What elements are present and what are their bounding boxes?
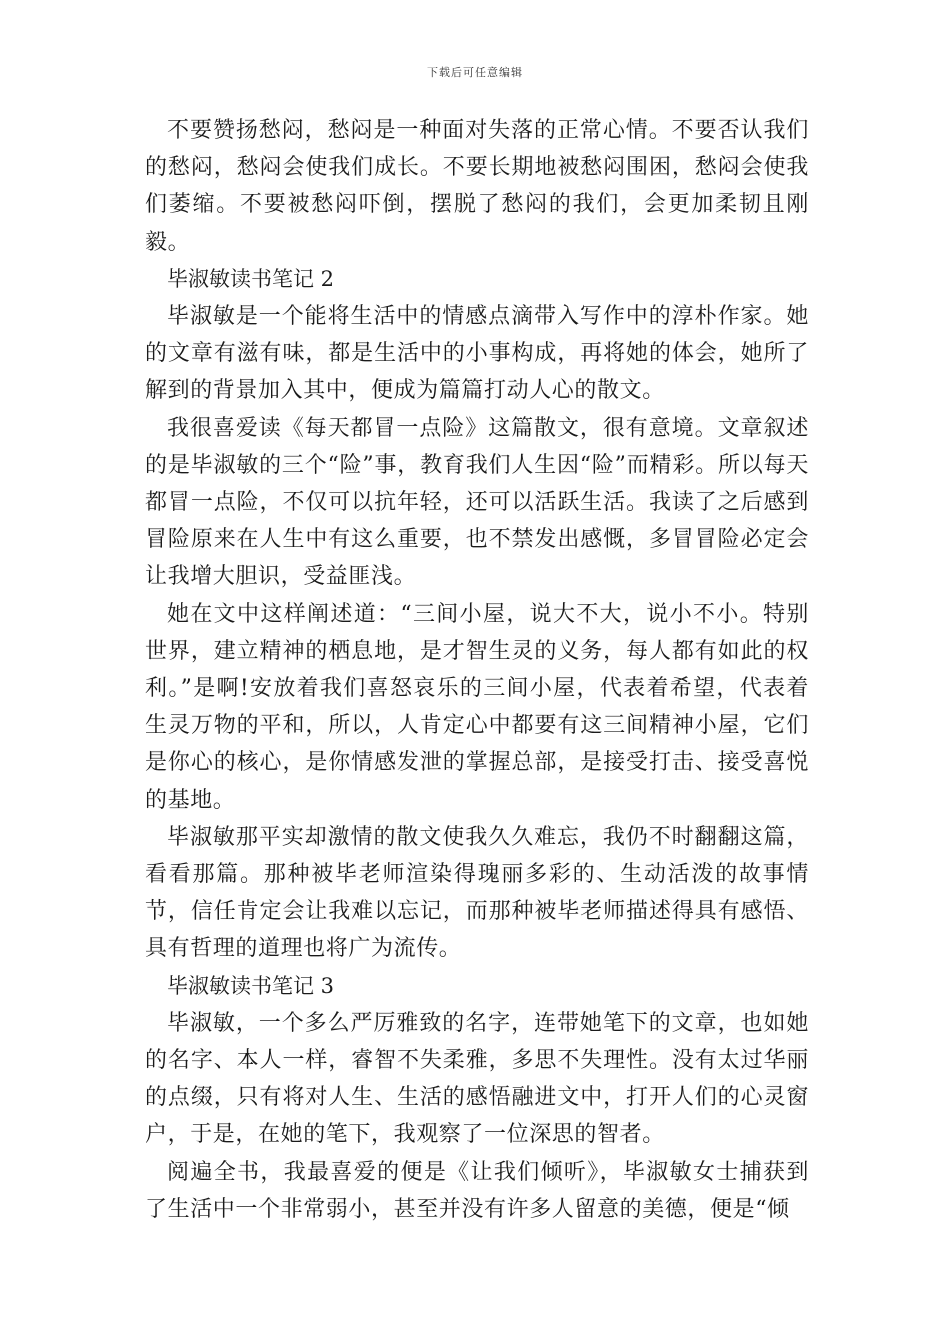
paragraph-three-rooms: 她在文中这样阐述道：“三间小屋，说大不大，说小不小。特别世界，建立精神的栖息地，是才智生灵的义务，每人都有如此的权利。”是啊!安放着我们喜怒哀乐的三间小屋，代表着希望，代表着生灵万物的平和，所以，人肯定心中都要有这三间精神小屋，它们是你心的核心，是你情感发泄的掌握总部，是接受打击、接受喜悦的基地。 bbox=[145, 601, 809, 813]
page-header: 下载后可任意编辑 bbox=[427, 66, 523, 79]
section-heading-3: 毕淑敏读书笔记 3 bbox=[167, 973, 335, 998]
paragraph-sorrow: 不要赞扬愁闷，愁闷是一种面对失落的正常心情。不要否认我们的愁闷，愁闷会使我们成长。不要长期地被愁闷围困，愁闷会使我们萎缩。不要被愁闷吓倒，摆脱了愁闷的我们，会更加柔韧且刚毅。 bbox=[145, 118, 809, 255]
document-body bbox=[145, 112, 809, 1228]
section-heading-2: 毕淑敏读书笔记 2 bbox=[167, 266, 335, 291]
paragraph-author-name: 毕淑敏，一个多么严厉雅致的名字，连带她笔下的文章，也如她的名字、本人一样，睿智不失柔雅，多思不失理性。没有太过华丽的点缀，只有将对人生、生活的感悟融进文中，打开人们的心灵窗户，于是，在她的笔下，我观察了一位深思的智者。 bbox=[145, 1010, 809, 1148]
paragraph-author-intro: 毕淑敏是一个能将生活中的情感点滴带入写作中的淳朴作家。她的文章有滋有味，都是生活中的小事构成，再将她的体会，她所了解到的背景加入其中，便成为篇篇打动人心的散文。 bbox=[145, 304, 809, 404]
paragraph-impression: 毕淑敏那平实却激情的散文使我久久难忘，我仍不时翻翻这篇，看看那篇。那种被毕老师渲染得瑰丽多彩的、生动活泼的故事情节，信任肯定会让我难以忘记，而那种被毕老师描述得具有感悟、具有哲理的道理也将广为流传。 bbox=[145, 824, 809, 962]
paragraph-listen: 阅遍全书，我最喜爱的便是《让我们倾听》，毕淑敏女士捕获到了生活中一个非常弱小，甚至并没有许多人留意的美德，便是“倾 bbox=[145, 1159, 809, 1222]
paragraph-adventure: 我很喜爱读《每天都冒一点险》这篇散文，很有意境。文章叙述的是毕淑敏的三个“险”事，教育我们人生因“险”而精彩。所以每天都冒一点险，不仅可以抗年轻，还可以活跃生活。我读了之后感到冒险原来在人生中有这么重要，也不禁发出感慨，多冒冒险必定会让我增大胆识，受益匪浅。 bbox=[145, 415, 809, 590]
